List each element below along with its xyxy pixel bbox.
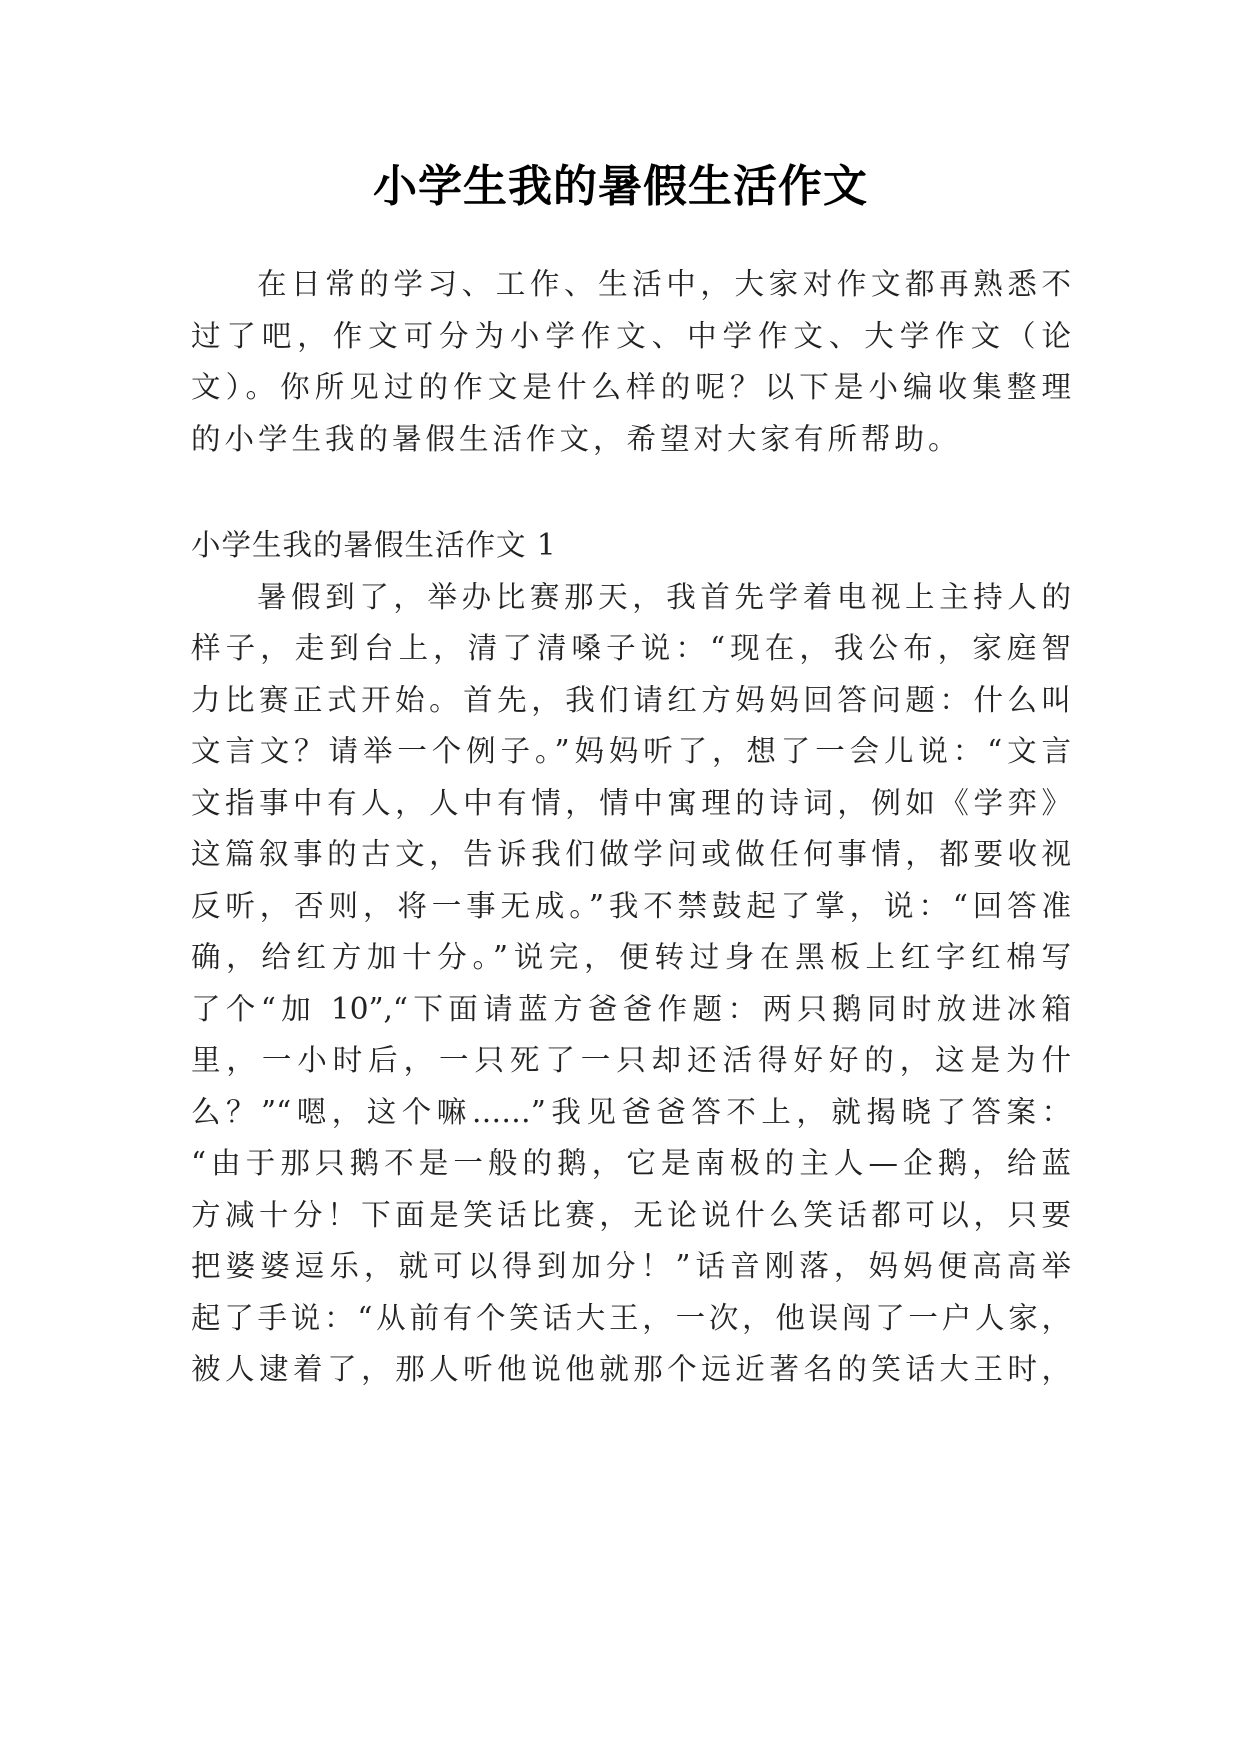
body-line: 里，一小时后，一只死了一只却还活得好好的，这是为什	[191, 1043, 1071, 1077]
intro-line: 在日常的学习、工作、生活中，大家对作文都再熟悉不	[257, 267, 1071, 301]
body-line: 把婆婆逗乐，就可以得到加分！”话音刚落，妈妈便高高举	[191, 1249, 1071, 1283]
body-line: 么？”“嗯，这个嘛……”我见爸爸答不上，就揭晓了答案：	[191, 1095, 1071, 1129]
document-title: 小学生我的暑假生活作文	[373, 161, 868, 212]
body-line: 确，给红方加十分。”说完，便转过身在黑板上红字红棉写	[191, 940, 1071, 974]
body-line: 这篇叙事的古文，告诉我们做学问或做任何事情，都要收视	[191, 837, 1071, 871]
body-line: 文言文？请举一个例子。”妈妈听了，想了一会儿说：“文言	[191, 734, 1071, 768]
intro-line: 过了吧，作文可分为小学作文、中学作文、大学作文（论	[191, 319, 1071, 353]
body-line: 了个“加 10”,“下面请蓝方爸爸作题：两只鹅同时放进冰箱	[191, 992, 1071, 1026]
body-line: 样子，走到台上，清了清嗓子说：“现在，我公布，家庭智	[191, 631, 1071, 665]
section-heading: 小学生我的暑假生活作文 1	[191, 528, 557, 562]
body-line: 力比赛正式开始。首先，我们请红方妈妈回答问题：什么叫	[191, 683, 1071, 717]
body-line: 方减十分！下面是笑话比赛，无论说什么笑话都可以，只要	[191, 1198, 1071, 1232]
body-line: 暑假到了，举办比赛那天，我首先学着电视上主持人的	[257, 580, 1071, 614]
body-line: 反听，否则，将一事无成。”我不禁鼓起了掌，说：“回答准	[191, 889, 1071, 923]
body-line: “由于那只鹅不是一般的鹅，它是南极的主人—企鹅，给蓝	[191, 1146, 1071, 1180]
intro-line: 文）。你所见过的作文是什么样的呢？以下是小编收集整理	[191, 370, 1071, 404]
body-line: 文指事中有人，人中有情，情中寓理的诗词，例如《学弈》	[191, 786, 1071, 820]
body-line: 起了手说：“从前有个笑话大王，一次，他误闯了一户人家，	[191, 1301, 1071, 1335]
intro-line: 的小学生我的暑假生活作文，希望对大家有所帮助。	[191, 422, 962, 456]
body-line: 被人逮着了，那人听他说他就那个远近著名的笑话大王时，	[191, 1352, 1071, 1386]
